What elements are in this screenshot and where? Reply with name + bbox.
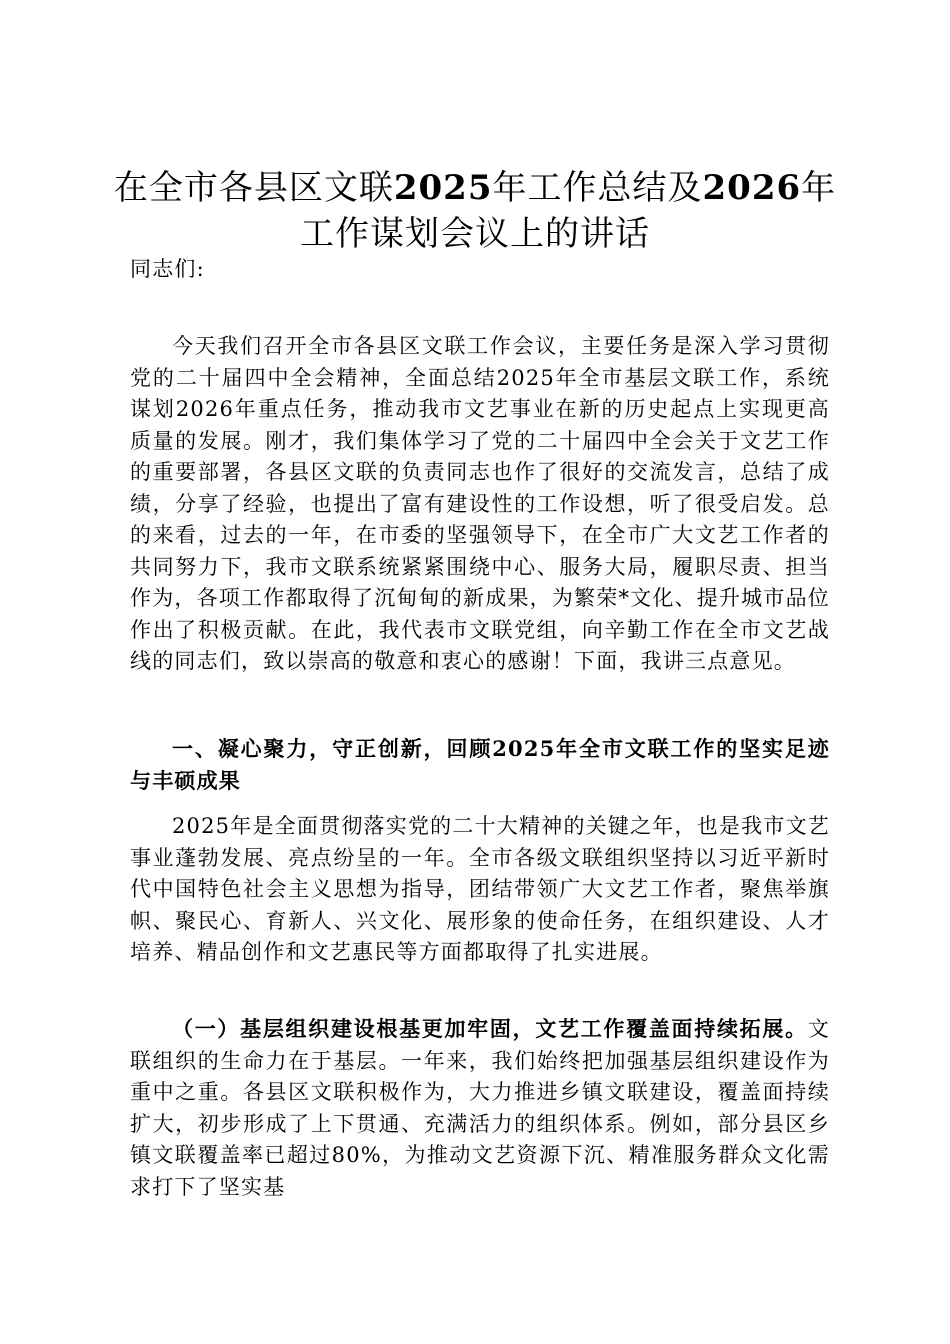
paragraph-review: 2025年是全面贯彻落实党的二十大精神的关键之年，也是我市文艺事业蓬勃发展、亮点纷呈的一年。全市各级文联组织坚持以习近平新时代中国特色社会主义思想为指导，团结带领广大文艺工作者，聚焦举旗帜、聚民心、育新人、兴文化、展形象的使命任务，在组织建设、人才培养、精品创作和文艺惠民等方面都取得了扎实进展。 — [130, 814, 830, 964]
paragraph-organization — [130, 1013, 830, 1203]
section-heading-1: 一、凝心聚力，守正创新，回顾2025年全市文联工作的坚实足迹与丰硕成果 — [130, 736, 830, 793]
title-text-4: 工作谋划会议上的讲话 — [300, 214, 650, 254]
title-year-2025: 2025 — [393, 168, 493, 208]
title-year-2026: 2026 — [702, 168, 802, 208]
document-title — [100, 165, 850, 257]
salutation: 同志们: — [130, 257, 205, 281]
title-text-1: 在全市各县区文联 — [113, 168, 394, 208]
paragraph-opening: 今天我们召开全市各县区文联工作会议，主要任务是深入学习贯彻党的二十届四中全会精神，全面总结2025年全市基层文联工作，系统谋划2026年重点任务，推动我市文艺事业在新的历史起点上实现更高质量的发展。刚才，我们集体学习了党的二十届四中全会关于文艺工作的重要部署，各县区文联的负责同志也作了很好的交流发言，总结了成绩，分享了经验，也提出了富有建设性的工作设想，听了很受启发。总的来看，过去的一年，在市委的坚强领导下，在全市广大文艺工作者的共同努力下，我市文联系统紧紧围绕中心、服务大局，履职尽责、担当作为，各项工作都取得了沉甸甸的新成果，为繁荣*文化、提升城市品位作出了积极贡献。在此，我代表市文联党组，向辛勤工作在全市文艺战线的同志们，致以崇高的敬意和衷心的感谢！下面，我讲三点意见。 — [130, 334, 830, 673]
title-text-3: 年 — [801, 168, 837, 208]
subsection-heading-1: （一）基层组织建设根基更加牢固，文艺工作覆盖面持续拓展。 — [172, 1016, 808, 1041]
title-text-2: 年工作总结及 — [492, 168, 703, 208]
subsection-body-1: 文联组织的生命力在于基层。一年来，我们始终把加强基层组织建设作为重中之重。各县区文联积极作为，大力推进乡镇文联建设，覆盖面持续扩大，初步形成了上下贯通、充满活力的组织体系。例如，部分县区乡镇文联覆盖率已超过80%，为推动文艺资源下沉、精准服务群众文化需求打下了坚实基 — [130, 1017, 830, 1199]
